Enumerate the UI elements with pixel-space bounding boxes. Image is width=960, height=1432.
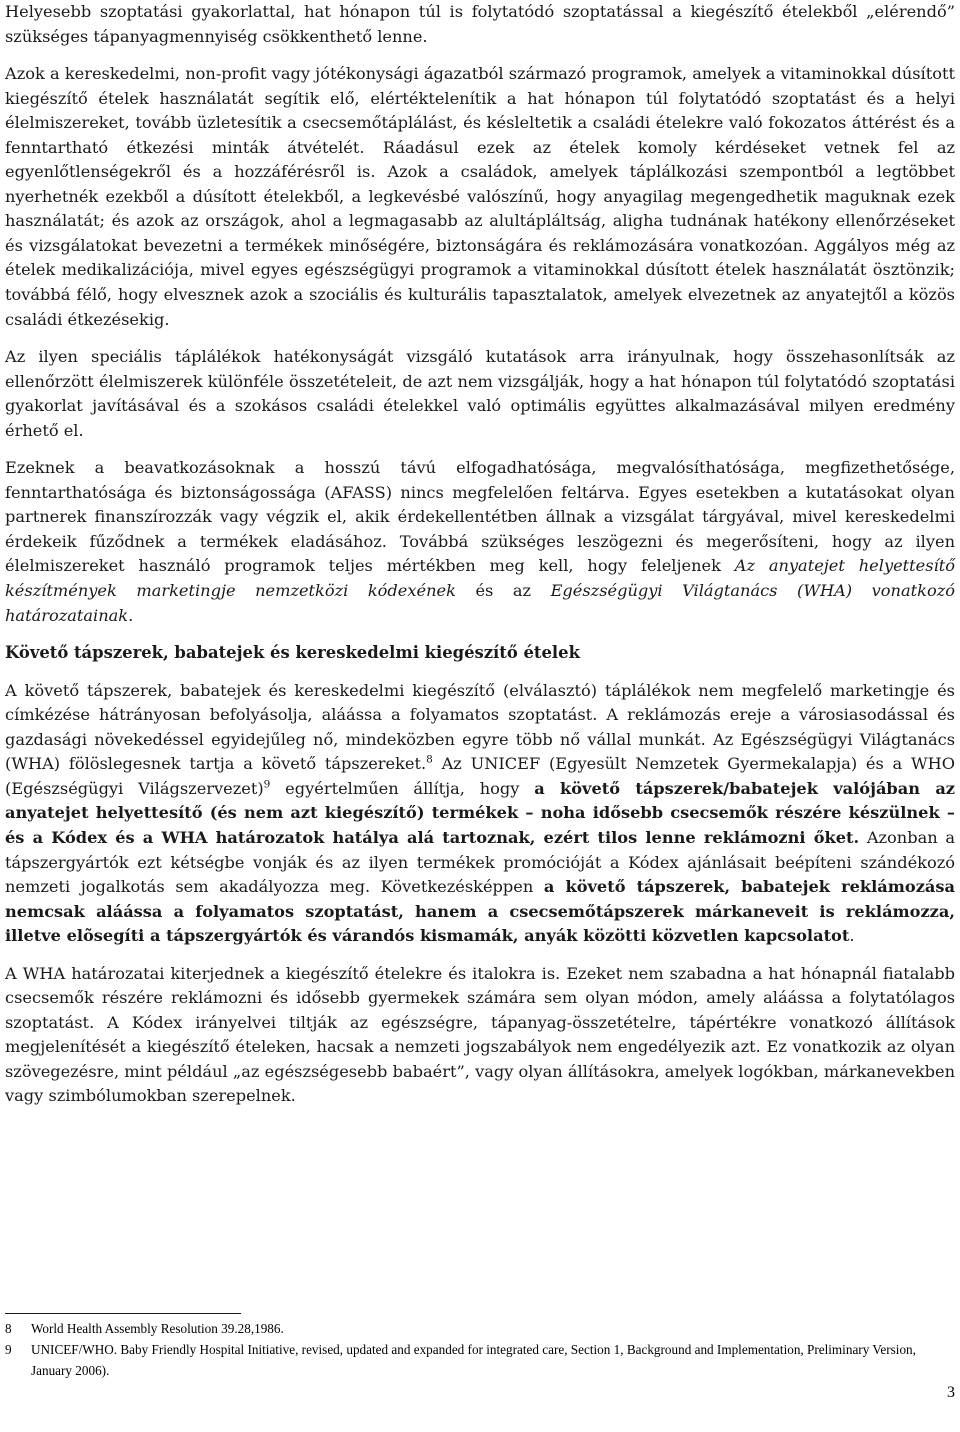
- footnote-9: [5, 1339, 955, 1381]
- footnote-divider: [5, 1313, 241, 1314]
- text-run: és az: [455, 581, 551, 601]
- page-number: 3: [947, 1384, 955, 1401]
- footnote-8: [5, 1318, 955, 1339]
- text-run: A WHA határozatai kiterjednek a kiegészítő ételekre és italokra is. Ezeket nem szabadna a hat hónapnál fiatalabb csecsemők részére reklámozni és idősebb gyermekek számára sem olyan módon, amely aláássa a folytatólagos szoptatást. A Kódex irányelvei tiltják az egészségre, tápanyag-összetételre, tápértékre vonatkozó állítások megjelenítését a kiegészítő ételeken, hacsak a nemzeti jogszabályok nem engedélyezik azt. Ez vonatkozik az olyan szövegezésre, mint például „az egészségesebb babaért”, vagy olyan állításokra, amelyek logókban, márkanevekben vagy szimbólumokban szerepelnek.: [5, 963, 955, 1106]
- footnote-text: World Health Assembly Resolution 39.28,1986.: [31, 1321, 284, 1336]
- text-run: .: [849, 926, 855, 946]
- footnote-text: UNICEF/WHO. Baby Friendly Hospital Initiative, revised, updated and expanded for integrated care, Section 1, Background and Implementation, Preliminary Version, January 2006).: [31, 1342, 916, 1378]
- text-run: egyértelműen állítja, hogy: [270, 778, 535, 798]
- text-run: Az UNICEF (Egyesült Nemzetek Gyermekalapja) és a WHO (Egészségügyi Világszervezet): [5, 754, 955, 798]
- paragraph-fortified-foods: [5, 62, 955, 332]
- section-heading: Követő tápszerek, babatejek és kereskedelmi kiegészítő ételek: [5, 643, 580, 663]
- text-run: Helyesebb szoptatási gyakorlattal, hat hónapon túl is folytatódó szoptatással a kiegészítő ételekből „elérendő” szükséges tápanyagmennyiség csökkenthető lenne.: [5, 2, 955, 46]
- italic-text: Egészségügyi Világtanács (WHA) vonatkozó határozatainak.: [5, 581, 955, 625]
- paragraph-research: [5, 345, 955, 443]
- italic-text: Az anyatejet helyettesítő készítmények marketingje nemzetközi kódexének: [5, 556, 955, 601]
- text-run: A követő tápszerek, babatejek és kereskedelmi kiegészítő (elválasztó) táplálékok nem megfelelő marketingje és címkézése hátrányosan befolyásolja, aláássa a folyamatos szoptatást. A reklámozás ereje a városiasodással és gazdasági növekedéssel egyidejűleg nő, mindeközben egyre több nő vállal munkát. Az Egészségügyi Világtanács (WHA) fölöslegesnek tartja a követő tápszereket.: [5, 680, 955, 774]
- text-run: Ezeknek a beavatkozásoknak a hosszú távú elfogadhatósága, megvalósíthatósága, megfizethetősége, fenntarthatósága és biztonságossága (AFASS) nincs megfelelően feltárva. Egyes esetekben a kutatásokat olyan partnerek finanszírozzák vagy végzik el, akik érdekellentétben állnak a vizsgálat tárgyával, mivel kereskedelmi érdekeik fűződnek a termékek eladásához. Továbbá szükséges leszögezni és megerősíteni, hogy az ilyen élelmiszereket használó programok teljes mértékben meg kell, hogy feleljenek: [5, 458, 955, 576]
- text-run: Azok a kereskedelmi, non-profit vagy jótékonysági ágazatból származó programok, amelyek a vitaminokkal dúsított kiegészítő ételek használatát segítik elő, elértéktelenítik a hat hónapon túl folytatódó szoptatást és a helyi élelmiszereket, tovább üzletesítik a csecsemőtáplálást, és késleltetik a családi ételekre való fokozatos áttérést és a fenntartható étkezési minták átvételét. Ráadásul ezek az ételek komoly kérdéseket vetnek fel az egyenlőtlenségekről és a hozzáférésről is. Azok a családok, amelyek táplálkozási szempontból a legtöbbet nyerhetnék ezekből a dúsított ételekből, a legkevésbé valószínű, hogy anyagilag megengedhetik maguknak ezek használatát; és azok az országok, ahol a legmagasabb az alultápláltság, aligha tudnának hatékony ellenőrzéseket és vizsgálatokat bevezetni a termékek minőségére, biztonságára és reklámozására vonatkozóan. Aggályos még az ételek medikalizációja, mivel egyes egészségügyi programok a vitaminokkal dúsított ételek használatát ösztönzik; továbbá félő, hogy elvesznek azok a szociális és kulturális tapasztalatok, amelyek elvezetnek az anyatejtől a közös családi étkezésekig.: [5, 64, 955, 329]
- paragraph-afass: [5, 456, 955, 628]
- footnote-ref: 8: [426, 753, 433, 766]
- footnote-number: 9: [5, 1342, 12, 1357]
- text-run: Az ilyen speciális táplálékok hatékonyságát vizsgáló kutatások arra irányulnak, hogy összehasonlítsák az ellenőrzött élelmiszerek különféle összetételeit, de azt nem vizsgálják, hogy a hat hónapon túl folytatódó szoptatási gyakorlat javításával és a szokásos családi ételekkel való optimális együttes alkalmazásával milyen eredmény érhető el.: [5, 347, 955, 440]
- paragraph-intro: [5, 0, 955, 49]
- bold-text: a követő tápszerek/babatejek valójában az anyatejet helyettesítő (és nem azt kiegészítő) termékek – noha idősebb csecsemők részére készülnek – és a Kódex és a WHA határozatok hatálya alá tartoznak, ezért tilos lenne reklámozni őket.: [5, 778, 955, 847]
- bold-text: a követő tápszerek, babatejek reklámozása nemcsak aláássa a folyamatos szoptatást, hanem a csecsemőtápszerek márkaneveit is reklámozza, illetve elõsegíti a tápszergyártók és várandós kismamák, anyák közötti közvetlen kapcsolatot: [5, 877, 955, 946]
- paragraph-wha-resolutions: [5, 962, 955, 1109]
- footnote-ref: 9: [263, 778, 271, 791]
- text-run: Azonban a tápszergyártók ezt kétségbe vonják és az ilyen termékek promócióját a Kódex ajánlásait beépíteni szándékozó nemzeti jogalkotás sem akadályozza meg. Következésképpen: [5, 827, 955, 897]
- footnotes: [5, 1318, 955, 1381]
- footnote-number: 8: [5, 1321, 12, 1336]
- paragraph-follow-on-formula: [5, 679, 955, 949]
